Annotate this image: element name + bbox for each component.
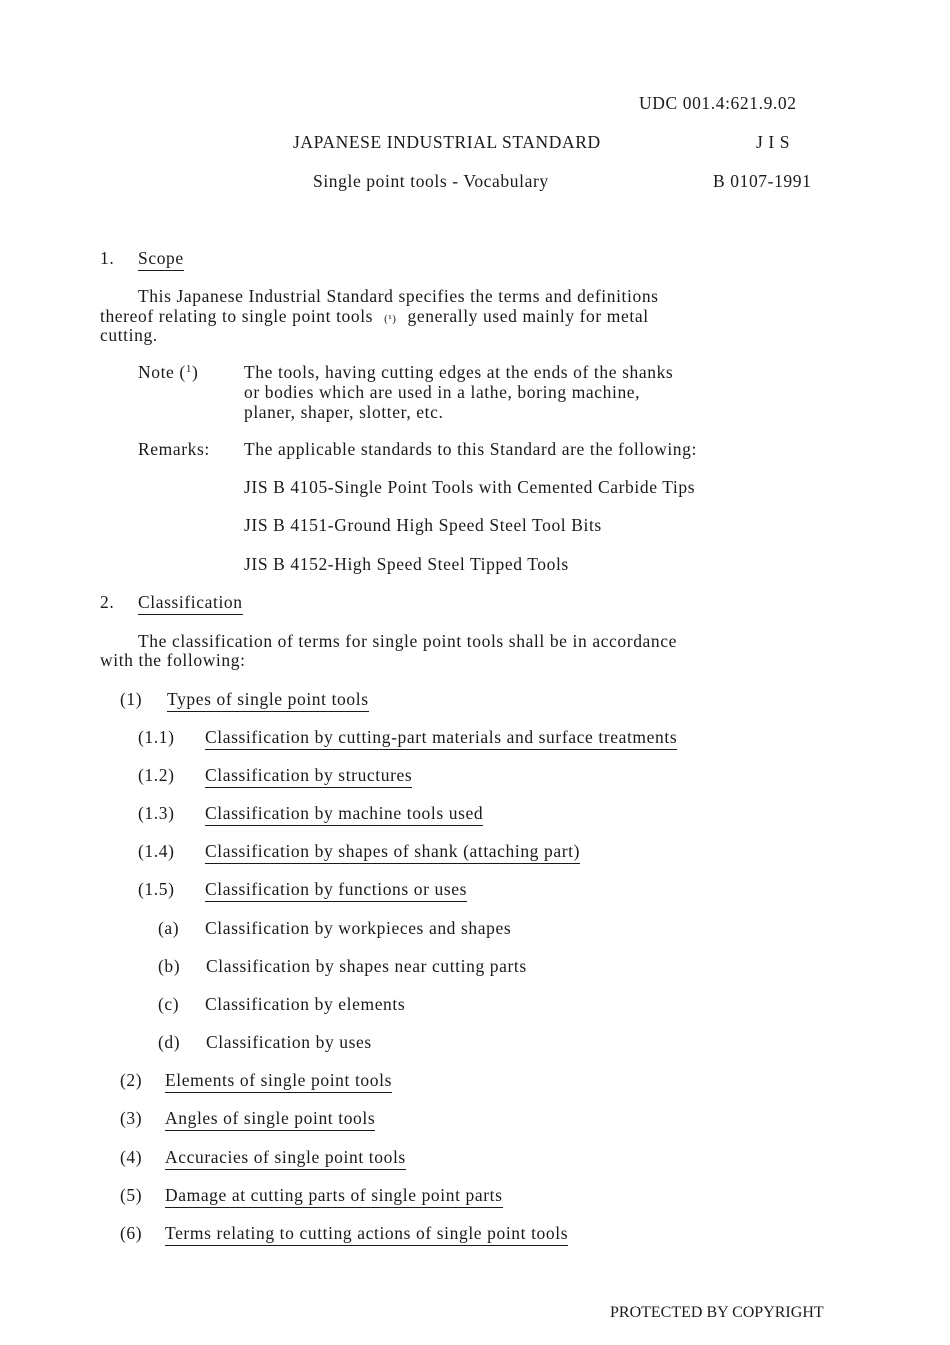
scope-para-line-2 xyxy=(100,306,649,329)
list-item-number: (1.5) xyxy=(138,879,175,899)
list-item-number: (5) xyxy=(120,1185,143,1205)
list-item-number: (6) xyxy=(120,1223,143,1243)
standard-ref: JIS B 4152-High Speed Steel Tipped Tools xyxy=(244,554,569,574)
document-title: Single point tools - Vocabulary xyxy=(313,171,549,191)
section-number-classification: 2. xyxy=(100,592,115,612)
list-item-label: Accuracies of single point tools xyxy=(165,1147,406,1170)
list-item-label: Classification by functions or uses xyxy=(205,879,467,902)
list-item-label: Angles of single point tools xyxy=(165,1108,375,1131)
note-sup: 1 xyxy=(185,363,192,375)
list-item-label: Classification by shapes of shank (attaching part) xyxy=(205,841,580,864)
copyright-notice: PROTECTED BY COPYRIGHT xyxy=(610,1304,824,1321)
list-item-number: (d) xyxy=(158,1032,181,1052)
standard-ref: JIS B 4105-Single Point Tools with Cemented Carbide Tips xyxy=(244,477,696,497)
list-item-label: Damage at cutting parts of single point parts xyxy=(165,1185,503,1208)
scope-para-line-2a: thereof relating to single point tools xyxy=(100,306,374,326)
note-label-pre: Note ( xyxy=(138,362,186,382)
list-item-number: (c) xyxy=(158,994,180,1014)
section-heading-scope: Scope xyxy=(138,248,184,271)
list-item-number: (1.4) xyxy=(138,841,175,861)
scope-para-line-1: This Japanese Industrial Standard specifies the terms and definitions xyxy=(138,286,659,306)
list-item-label: Classification by elements xyxy=(205,994,406,1014)
remarks-text: The applicable standards to this Standard are the following: xyxy=(244,439,697,459)
list-item-label: Classification by machine tools used xyxy=(205,803,483,826)
list-item-number: (4) xyxy=(120,1147,143,1167)
udc-code: UDC 001.4:621.9.02 xyxy=(639,93,797,113)
note-line-3: planer, shaper, slotter, etc. xyxy=(244,402,444,422)
scope-para-line-2b: generally used mainly for metal xyxy=(407,306,649,326)
list-item-number: (1.3) xyxy=(138,803,175,823)
list-item-label: Classification by shapes near cutting parts xyxy=(206,956,527,976)
list-item-number: (3) xyxy=(120,1108,143,1128)
footnote-ref: (¹) xyxy=(384,313,397,325)
standard-number: B 0107-1991 xyxy=(713,171,812,191)
list-item-label: Elements of single point tools xyxy=(165,1070,392,1093)
scope-para-line-3: cutting. xyxy=(100,325,158,345)
note-line-1: The tools, having cutting edges at the ends of the shanks xyxy=(244,362,674,382)
standard-org: JAPANESE INDUSTRIAL STANDARD xyxy=(293,132,601,152)
list-item-number: (1.2) xyxy=(138,765,175,785)
classification-para-line-1: The classification of terms for single point tools shall be in accordance xyxy=(138,631,677,651)
list-item-number: (1.1) xyxy=(138,727,175,747)
list-item-label: Terms relating to cutting actions of single point tools xyxy=(165,1223,568,1246)
standard-ref: JIS B 4151-Ground High Speed Steel Tool Bits xyxy=(244,515,602,535)
list-item-number: (2) xyxy=(120,1070,143,1090)
jis-mark: J I S xyxy=(756,132,791,152)
classification-para-line-2: with the following: xyxy=(100,650,246,670)
list-item-number: (a) xyxy=(158,918,180,938)
list-item-number: (b) xyxy=(158,956,181,976)
list-item-label: Classification by structures xyxy=(205,765,412,788)
note-label-post: ) xyxy=(191,362,199,382)
note-label xyxy=(138,362,198,383)
list-item-label: Classification by uses xyxy=(206,1032,372,1052)
list-item-label: Classification by cutting-part materials and surface treatments xyxy=(205,727,677,750)
section-heading-classification: Classification xyxy=(138,592,243,615)
list-item-label: Types of single point tools xyxy=(167,689,369,712)
section-number-scope: 1. xyxy=(100,248,115,268)
note-line-2: or bodies which are used in a lathe, boring machine, xyxy=(244,382,641,402)
list-item-label: Classification by workpieces and shapes xyxy=(205,918,512,938)
list-item-number: (1) xyxy=(120,689,143,709)
remarks-label: Remarks: xyxy=(138,439,210,459)
